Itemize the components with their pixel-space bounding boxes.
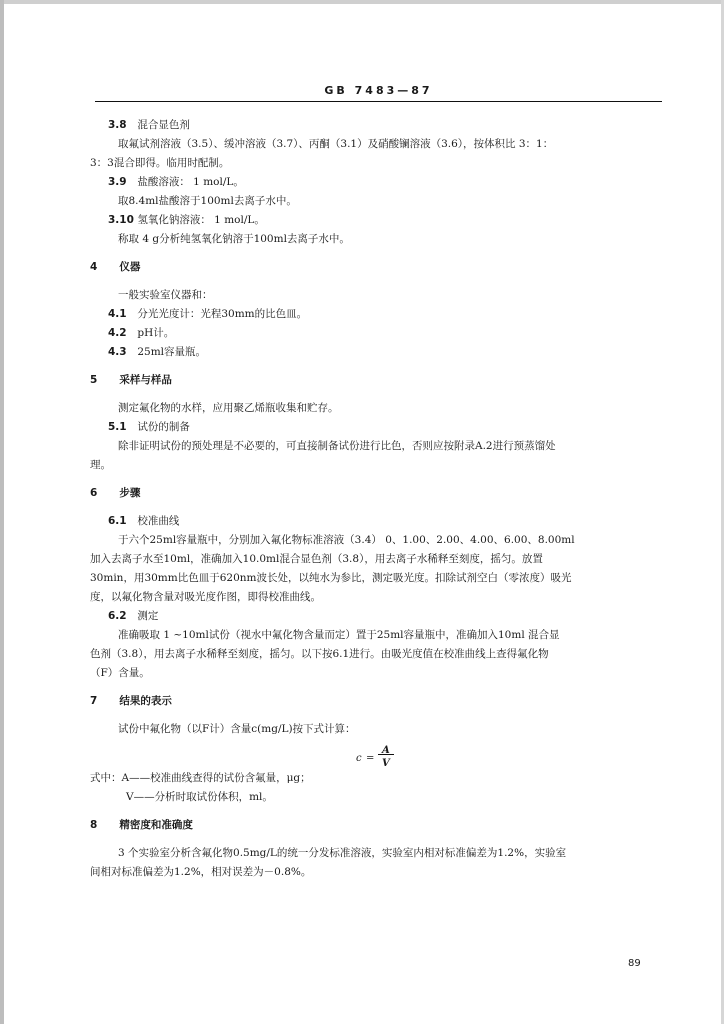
item-4-2	[90, 324, 664, 343]
section-heading-5	[90, 371, 664, 390]
paragraph-line: （F）含量。	[90, 667, 150, 679]
item-4-3	[90, 343, 664, 362]
paragraph-line: 3 个实验室分析含氟化物0.5mg/L的统一分发标准溶液，实验室内相对标准偏差为1.2%，实验室	[118, 847, 567, 859]
item-number: 3.8	[108, 119, 127, 131]
section-title: 仪器	[119, 261, 141, 273]
paragraph-line: 除非证明试份的预处理是不必要的，可直接制备试份进行比色，否则应按附录A.2进行预蒸馏处	[118, 440, 556, 452]
item-number: 5.1	[108, 421, 127, 433]
scan-edge-left	[0, 0, 4, 1024]
section-title: 精密度和准确度	[119, 819, 193, 831]
paragraph-line: 取8.4ml盐酸溶于100ml去离子水中。	[118, 195, 297, 207]
item-number: 6.2	[108, 610, 127, 622]
item-3-8	[90, 116, 664, 135]
item-text: 分光光度计：光程30mm的比色皿。	[137, 308, 308, 320]
item-number: 3.9	[108, 176, 127, 188]
section-heading-7	[90, 692, 664, 711]
paragraph-line: 30min，用30mm比色皿于620nm波长处，以纯水为参比，测定吸光度。扣除试剂空白（零浓度）吸光	[90, 572, 572, 584]
scan-edge-top	[0, 0, 724, 4]
section-number: 5	[90, 374, 98, 386]
item-4-1	[90, 305, 664, 324]
section-title: 步骤	[119, 487, 141, 499]
item-6-1	[90, 512, 664, 531]
item-text: pH计。	[137, 327, 175, 339]
item-3-10	[90, 211, 664, 230]
paragraph-line: 色剂（3.8），用去离子水稀释至刻度，摇匀。以下按6.1进行。由吸光度值在校准曲线上查得氟化物	[90, 648, 549, 660]
document-body	[90, 116, 664, 882]
header-rule	[95, 101, 662, 102]
item-title: 氢氧化钠溶液： 1 mol/L。	[137, 214, 265, 226]
formula-lhs: c	[356, 753, 362, 764]
section-heading-8	[90, 816, 664, 835]
item-title: 混合显色剂	[137, 119, 190, 131]
section-heading-6	[90, 484, 664, 503]
paragraph-line: 理。	[90, 459, 111, 471]
item-3-9	[90, 173, 664, 192]
item-6-2	[90, 607, 664, 626]
where-line: 式中：A——校准曲线查得的试份含氟量，μg；	[90, 772, 311, 784]
item-number: 6.1	[108, 515, 127, 527]
paragraph-line: 加入去离子水至10ml，准确加入10.0ml混合显色剂（3.8），用去离子水稀释至刻度，摇匀。放置	[90, 553, 543, 565]
item-title: 校准曲线	[137, 515, 180, 527]
paragraph-line: 度，以氟化物含量对吸光度作图，即得校准曲线。	[90, 591, 321, 603]
section-title: 结果的表示	[119, 695, 172, 707]
item-title: 盐酸溶液： 1 mol/L。	[137, 176, 244, 188]
item-text: 25ml容量瓶。	[137, 346, 207, 358]
item-5-1	[90, 418, 664, 437]
section-number: 7	[90, 695, 98, 707]
item-title: 测定	[137, 610, 159, 622]
paragraph-line: 准确吸取 1 ~10ml试份（视水中氟化物含量而定）置于25ml容量瓶中，准确加入10ml 混合显	[118, 629, 560, 641]
section-heading-4	[90, 258, 664, 277]
paragraph-line: 取氟试剂溶液（3.5）、缓冲溶液（3.7）、丙酮（3.1）及硝酸镧溶液（3.6），按体积比 3：1：	[118, 138, 554, 150]
formula-numerator: A	[382, 745, 390, 756]
section-number: 8	[90, 819, 98, 831]
paragraph-line: 试份中氟化物（以F计）含量c(mg/L)按下式计算：	[118, 723, 356, 735]
standard-code-header: GB 7483—87	[324, 84, 433, 97]
paragraph-line: 间相对标准偏差为1.2%，相对误差为－0.8%。	[90, 866, 312, 878]
item-number: 4.3	[108, 346, 127, 358]
paragraph-line: 测定氟化物的水样，应用聚乙烯瓶收集和贮存。	[118, 402, 339, 414]
formula	[90, 739, 664, 769]
formula-denominator: V	[382, 758, 390, 769]
where-line: V——分析时取试份体积，ml。	[126, 791, 273, 803]
section-title: 采样与样品	[119, 374, 172, 386]
item-number: 3.10	[108, 214, 134, 226]
section-number: 6	[90, 487, 98, 499]
formula-equals: =	[366, 753, 375, 764]
paragraph-line: 一般实验室仪器和：	[118, 289, 213, 301]
paragraph-line: 3：3混合即得。临用时配制。	[90, 157, 230, 169]
paragraph-line: 称取 4 g分析纯氢氧化钠溶于100ml去离子水中。	[118, 233, 350, 245]
item-number: 4.2	[108, 327, 127, 339]
section-number: 4	[90, 261, 98, 273]
item-title: 试份的制备	[137, 421, 190, 433]
paragraph-line: 于六个25ml容量瓶中，分别加入氟化物标准溶液（3.4） 0、1.00、2.00、4.00、6.00、8.00ml	[118, 534, 575, 546]
page-number: 89	[628, 958, 641, 969]
item-number: 4.1	[108, 308, 127, 320]
